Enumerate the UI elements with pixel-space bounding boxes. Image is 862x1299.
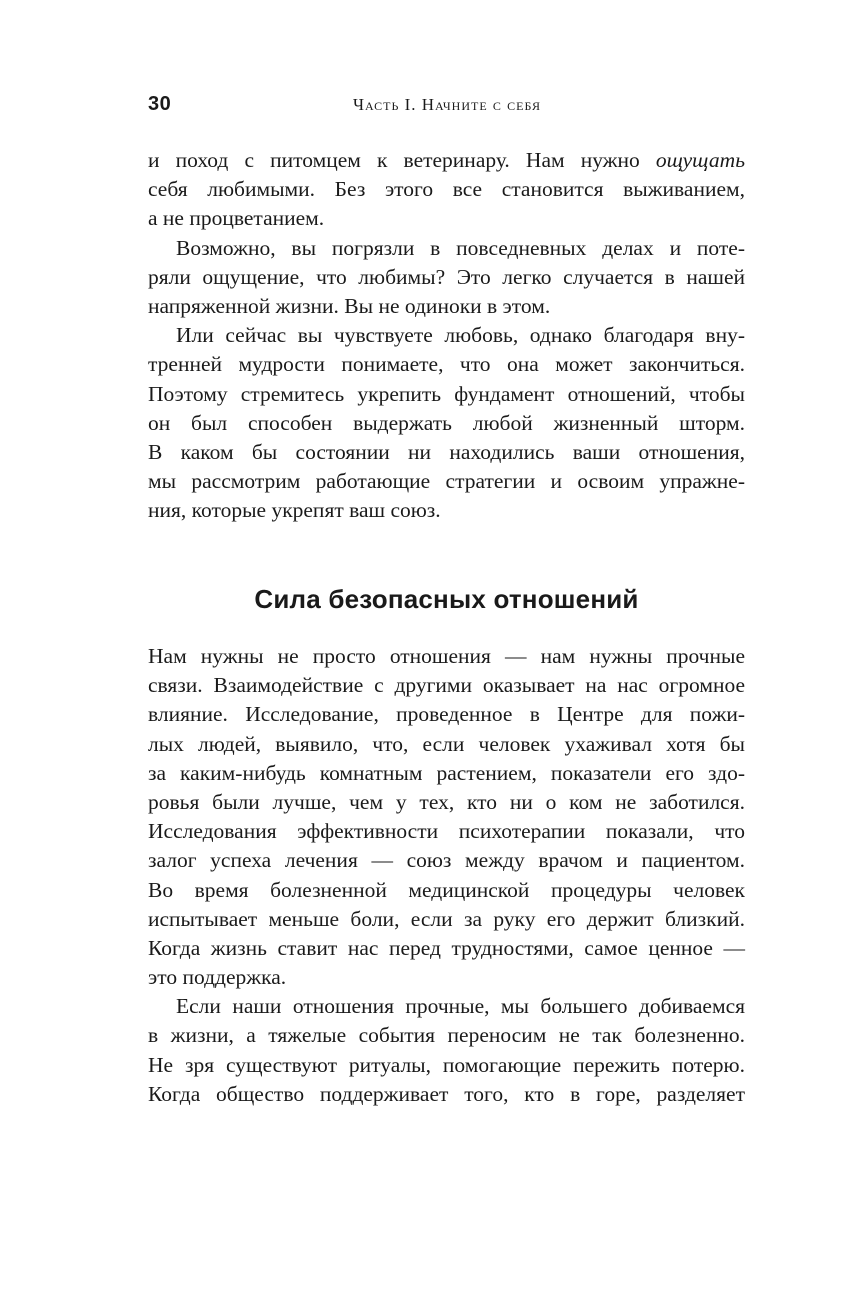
text-line: ровья были лучше, чем у тех, кто ни о ком не заботился. [148, 789, 745, 814]
text-line: залог успеха лечения — союз между врачом и пациентом. [148, 848, 745, 873]
text-line: Не зря существуют ритуалы, помогающие пережить потерю. [148, 1052, 745, 1077]
text-line: В каком бы состоянии ни находились ваши отношения, [148, 439, 745, 464]
text-line: напряженной жизни. Вы не одиноки в этом. [148, 293, 551, 318]
text-line: за каким-нибудь комнатным растением, показатели его здо- [148, 760, 745, 785]
text-line: это поддержка. [148, 965, 287, 990]
text-line: Или сейчас вы чувствуете любовь, однако благодаря вну- [176, 323, 745, 348]
text-line: Нам нужны не просто отношения — нам нужны прочные [148, 644, 745, 668]
text-line: Когда общество поддерживает того, кто в горе, разделяет [148, 1081, 745, 1106]
text-line: Исследования эффективности психотерапии показали, что [148, 819, 745, 844]
section-heading: Сила безопасных отношений [254, 584, 639, 614]
text-line: тренней мудрости понимаете, что она может закончиться. [148, 352, 745, 377]
emphasis-word: ощущать [655, 148, 745, 172]
text-line: ния, которые укрепят ваш союз. [148, 498, 441, 523]
text-line: связи. Взаимодействие с другими оказывает на нас огромное [148, 673, 745, 698]
text-line: себя любимыми. Без этого все становится выживанием, [148, 177, 745, 202]
text-line: Возможно, вы погрязли в повседневных делах и поте- [176, 235, 745, 260]
body-text-intro [148, 146, 745, 525]
text-line: ряли ощущение, что любимы? Это легко случается в нашей [148, 264, 745, 289]
text-line: он был способен выдержать любой жизненный шторм. [148, 410, 745, 435]
text-line: Если наши отношения прочные, мы большего добиваемся [176, 994, 745, 1019]
text-line: лых людей, выявило, что, если человек ухаживал хотя бы [148, 731, 745, 756]
text-line: испытывает меньше боли, если за руку его держит близкий. [148, 906, 745, 931]
text-line: мы рассмотрим работающие стратегии и освоим упражне- [148, 469, 745, 494]
text-line: Поэтому стремитесь укрепить фундамент отношений, чтобы [148, 381, 745, 406]
page-number: 30 [148, 93, 172, 115]
text-line: и поход с питомцем к ветеринару. Нам нужно ощущать [148, 148, 745, 172]
text-line: а не процветанием. [148, 206, 325, 231]
text-line: Во время болезненной медицинской процедуры человек [148, 877, 745, 902]
text-line: в жизни, а тяжелые события переносим не так болезненно. [148, 1023, 745, 1048]
body-text-section [148, 642, 745, 1109]
text-line: влияние. Исследование, проведенное в Центре для пожи- [148, 702, 745, 727]
running-head: Часть I. Начните с себя [353, 95, 541, 114]
page-header [148, 93, 745, 123]
text-line: Когда жизнь ставит нас перед трудностями, самое ценное — [148, 935, 745, 960]
